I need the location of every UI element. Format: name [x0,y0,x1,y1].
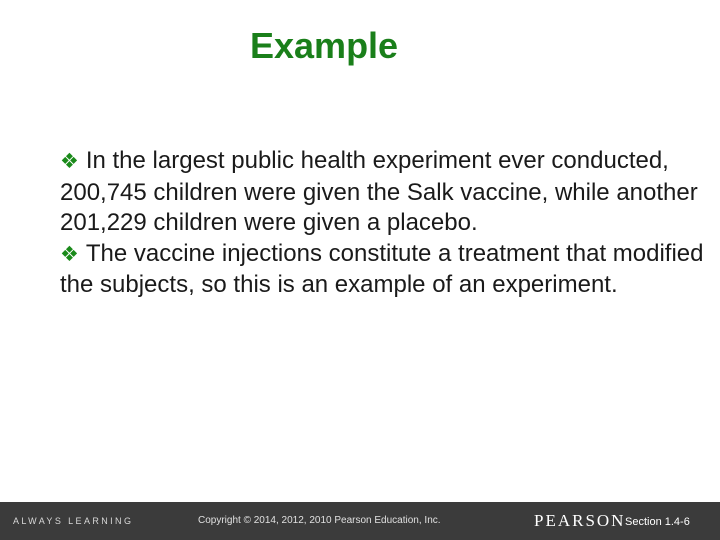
bullet-item [60,239,705,301]
footer-tagline: ALWAYS LEARNING [13,516,134,526]
slide-title: Example [250,25,399,66]
bullet-text: The vaccine injections constitute a treatment that modified the subjects, so this is an example of an experiment. [60,239,704,298]
diamond-bullet-icon: ❖ [60,150,79,173]
bullet-item [60,146,705,239]
diamond-bullet-icon: ❖ [60,242,79,266]
section-number: Section 1.4-6 [625,516,690,528]
footer-bar [0,502,720,540]
bullet-text: In the largest public health experiment ever conducted, 200,745 children were given the Salk vaccine, while another 201,229 children were given a placebo. [60,147,698,236]
pearson-logo: PEARSON [534,511,626,530]
slide-body [60,146,705,301]
copyright-notice: Copyright © 2014, 2012, 2010 Pearson Education, Inc. [198,515,441,526]
